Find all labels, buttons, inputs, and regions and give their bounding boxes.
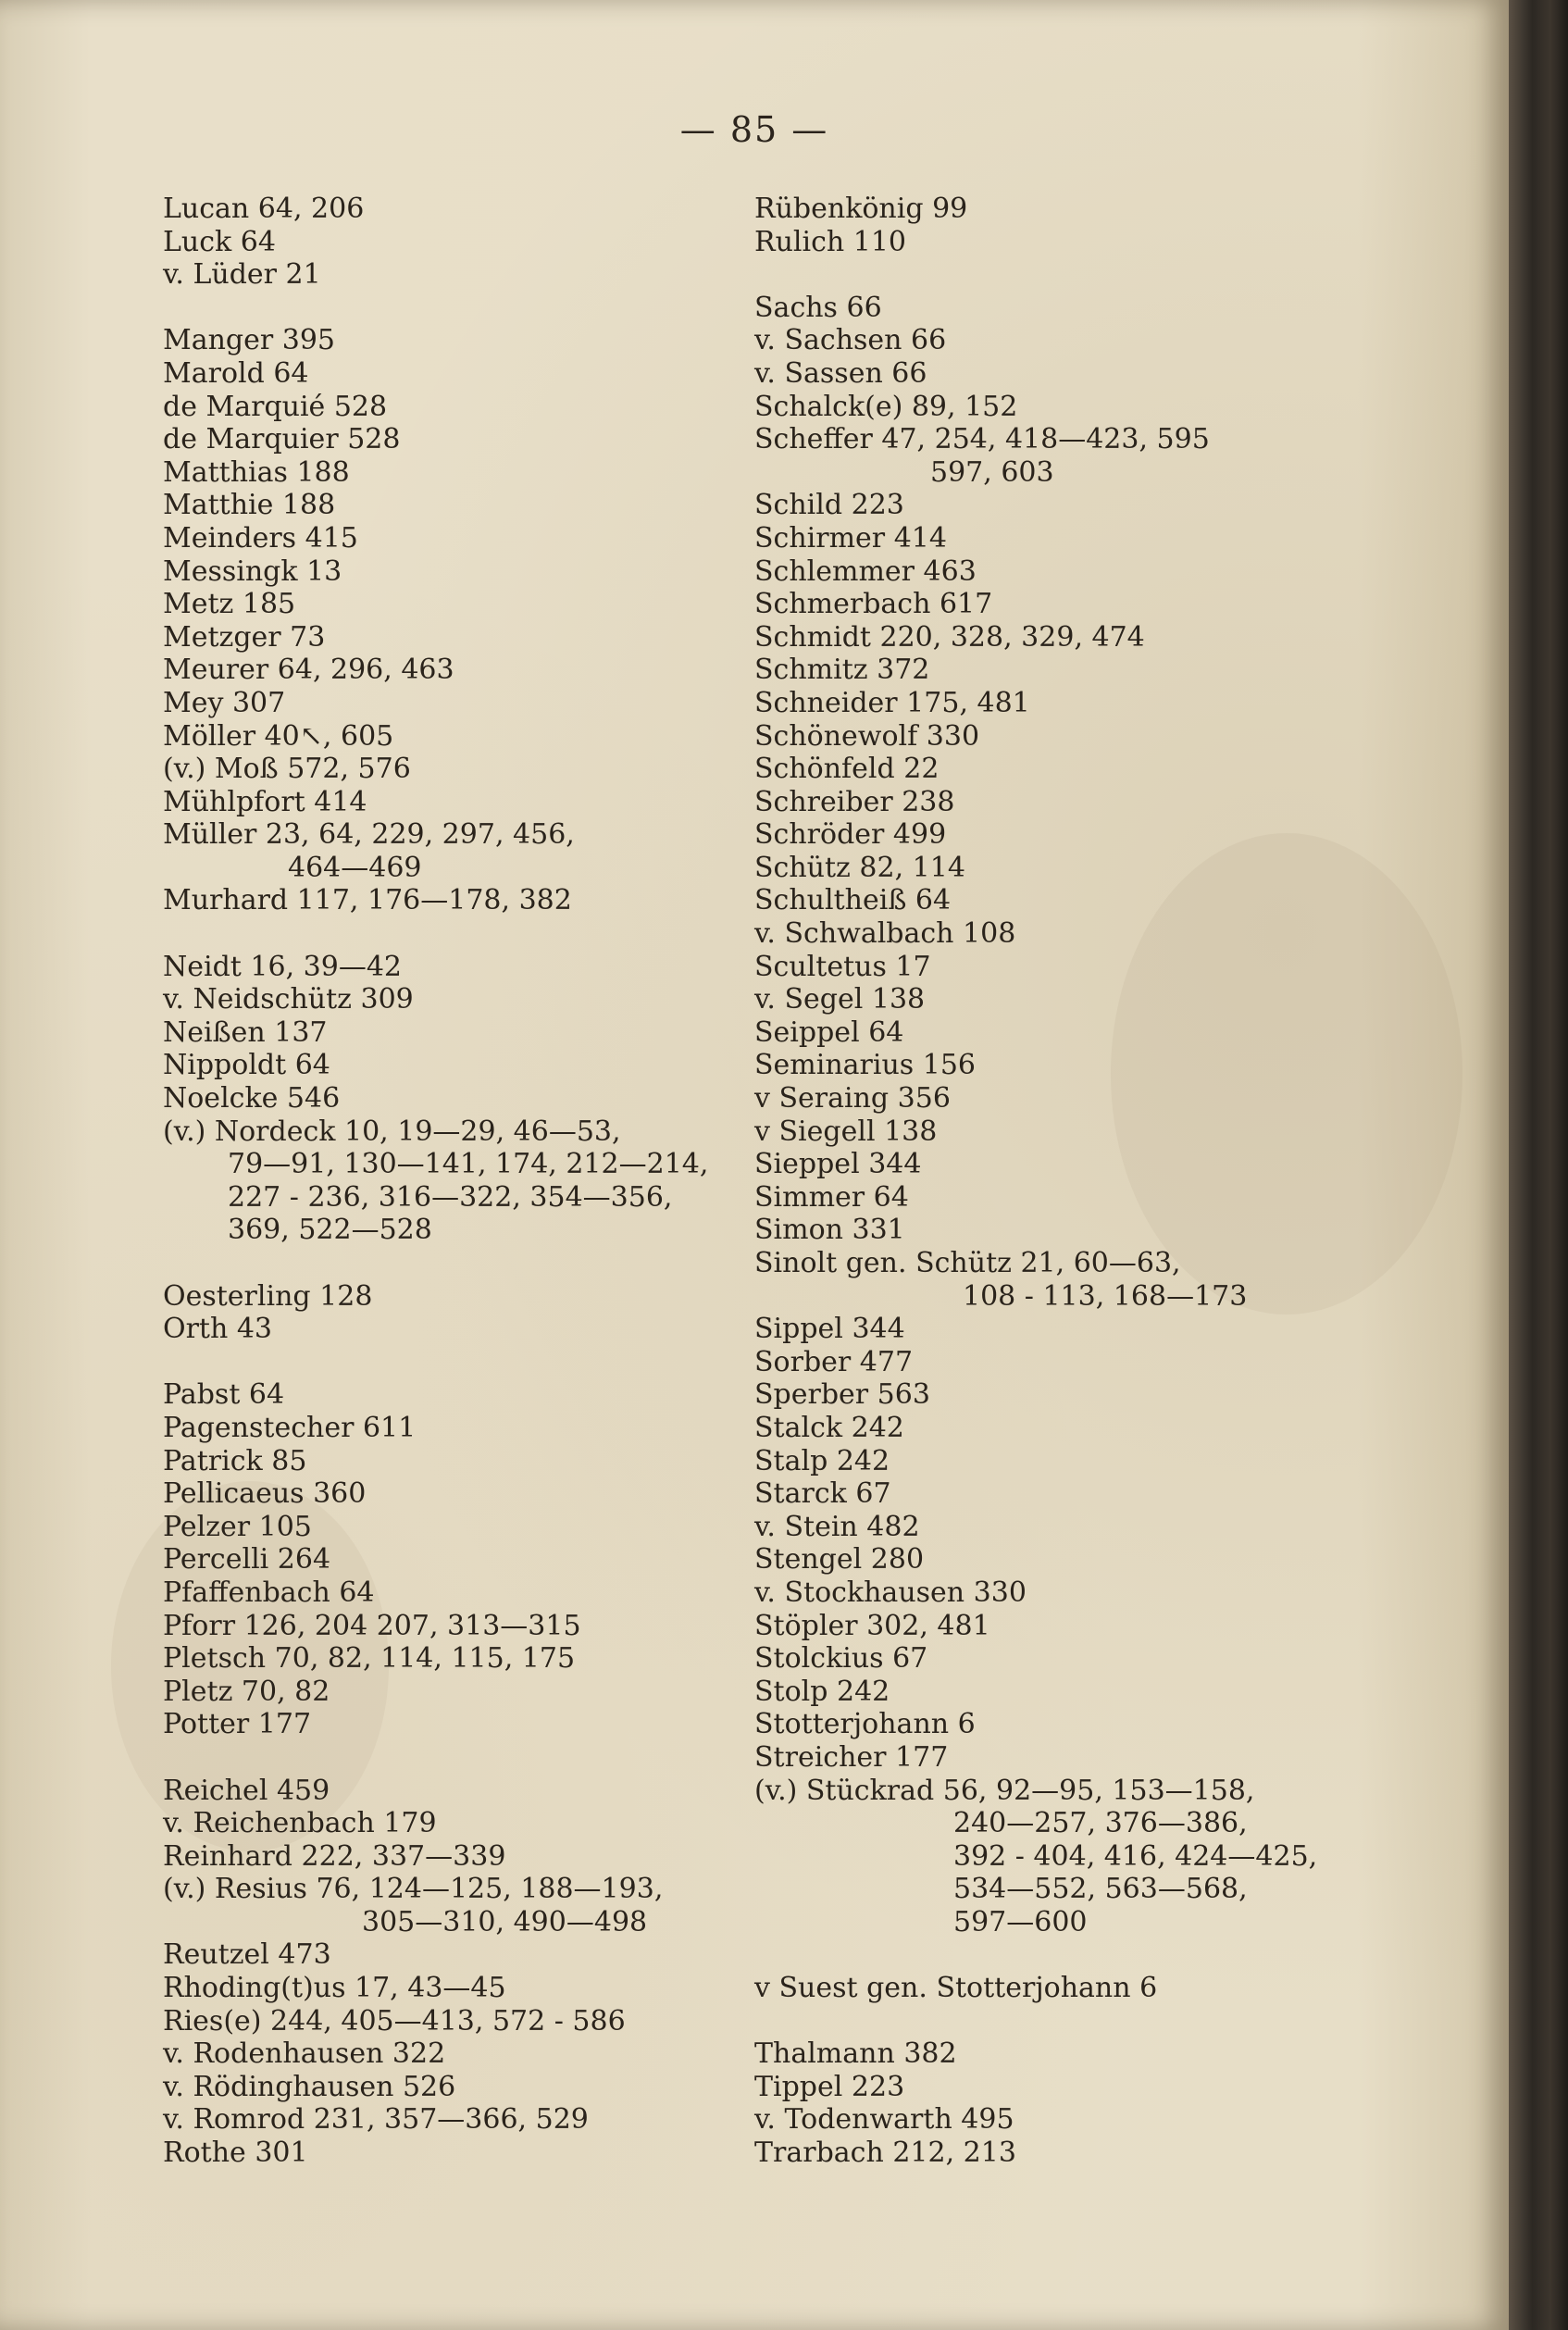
index-entry-text: Mühlpfort 414: [163, 785, 367, 818]
index-entry-text: v. Reichenbach 179: [163, 1807, 437, 1840]
index-entry-text: v. Stockhausen 330: [754, 1576, 1027, 1609]
index-entry: [754, 1313, 1402, 1346]
index-entry: [163, 1280, 755, 1314]
index-entry: [163, 489, 755, 522]
index-entry: [754, 852, 1402, 885]
index-entry-text: Seippel 64: [754, 1015, 904, 1049]
index-entry: [163, 720, 755, 754]
index-entry-text: Orth 43: [163, 1313, 273, 1346]
index-entry: [754, 1148, 1402, 1181]
index-letter-group: [163, 324, 755, 917]
index-entry: [754, 753, 1402, 786]
index-letter-group: [754, 193, 1402, 258]
index-entry-text: v Suest gen. Stotterjohann 6: [754, 1972, 1158, 2005]
index-entry: [163, 226, 755, 259]
index-entry: [163, 1775, 755, 1808]
index-entry: [754, 1115, 1402, 1149]
index-entry-text: Starck 67: [754, 1477, 891, 1511]
index-entry: [754, 423, 1402, 489]
index-entry: [754, 1477, 1402, 1511]
index-entry-text: Rulich 110: [754, 225, 907, 258]
index-entry: [163, 2071, 755, 2104]
index-entry-text: Pellicaeus 360: [163, 1477, 367, 1511]
index-entry-text: Trarbach 212, 213: [754, 2137, 1016, 2170]
index-entry-text: Schütz 82, 114: [754, 851, 965, 884]
index-entry-text: (v.) Stückrad 56, 92—95, 153—158,: [754, 1774, 1255, 1807]
index-entry: [163, 1049, 755, 1082]
index-entry-text: Noelcke 546: [163, 1082, 341, 1115]
index-entry-text: Murhard 117, 176—178, 382: [163, 884, 572, 917]
index-entry-text: Rübenkönig 99: [754, 193, 968, 225]
index-entry-text: Nippoldt 64: [163, 1049, 330, 1082]
index-entry: [163, 555, 755, 589]
index-entry-text: v. Neidschütz 309: [163, 983, 414, 1016]
index-entry: [754, 1511, 1402, 1544]
index-entry: [163, 1642, 755, 1676]
page-number: — 85 —: [679, 109, 829, 150]
index-entry-text: Schmitz 372: [754, 654, 930, 687]
index-entry-text: Reichel 459: [163, 1774, 330, 1807]
index-entry: [163, 1412, 755, 1445]
index-entry-text: Reutzel 473: [163, 1938, 331, 1972]
index-entry-text: Reinhard 222, 337—339: [163, 1839, 506, 1873]
index-entry-text: Pletz 70, 82: [163, 1675, 330, 1708]
index-entry-text: Percelli 264: [163, 1543, 331, 1576]
index-letter-group: [163, 1378, 755, 1741]
index-entry: [754, 1346, 1402, 1379]
index-entry: [754, 1775, 1402, 1939]
index-entry-text: Schirmer 414: [754, 521, 947, 554]
index-entry-text: (v.) Nordeck 10, 19—29, 46—53,: [163, 1115, 621, 1148]
index-entry: [163, 258, 755, 292]
index-entry: [754, 489, 1402, 522]
index-entry-text: Schalck(e) 89, 152: [754, 390, 1018, 423]
index-entry-text: Pletsch 70, 82, 114, 115, 175: [163, 1642, 576, 1676]
index-entry: [754, 226, 1402, 259]
index-entry: [754, 1214, 1402, 1247]
index-entry: [163, 1708, 755, 1741]
index-entry: [163, 588, 755, 621]
index-entry-text: v. Segel 138: [754, 983, 926, 1016]
index-entry-text: de Marquié 528: [163, 390, 388, 423]
index-entry: [163, 522, 755, 555]
index-entry: [163, 1873, 755, 1938]
index-entry-text: Neißen 137: [163, 1015, 328, 1049]
index-letter-group: [163, 1280, 755, 1346]
index-entry: [754, 1445, 1402, 1478]
index-entry-text: Pabst 64: [163, 1378, 285, 1412]
index-entry: [754, 917, 1402, 951]
index-entry-text: Pagenstecher 611: [163, 1411, 417, 1444]
index-entry: [754, 621, 1402, 654]
index-entry-text: Pfaffenbach 64: [163, 1576, 375, 1609]
index-entry: [754, 2137, 1402, 2170]
index-entry-text: Schneider 175, 481: [754, 686, 1030, 719]
index-entry-text: Rhoding(t)us 17, 43—45: [163, 1972, 506, 2005]
index-entry: [163, 324, 755, 357]
index-entry-continuation: 464—469: [288, 851, 422, 884]
index-entry-text: Patrick 85: [163, 1444, 307, 1477]
index-entry: [754, 1412, 1402, 1445]
index-entry: [754, 1576, 1402, 1610]
index-entry: [754, 1181, 1402, 1215]
index-entry-text: Simmer 64: [754, 1180, 909, 1214]
index-entry: [163, 1445, 755, 1478]
index-entry: [754, 1972, 1402, 2005]
index-entry-text: v. Lüder 21: [163, 258, 321, 292]
index-entry-text: Scultetus 17: [754, 950, 931, 983]
index-entry-text: v. Sachsen 66: [754, 324, 947, 357]
index-entry-text: Pforr 126, 204 207, 313—315: [163, 1609, 581, 1642]
index-entry: [163, 654, 755, 687]
index-entry-continuation: 108 - 113, 168—173: [963, 1279, 1248, 1313]
index-entry: [754, 818, 1402, 852]
index-entry-text: Stotterjohann 6: [754, 1708, 976, 1741]
index-entry-text: Stalp 242: [754, 1444, 890, 1477]
index-entry: [754, 2103, 1402, 2137]
index-entry-continuation: 240—257, 376—386,: [953, 1807, 1248, 1840]
index-entry: [163, 1543, 755, 1576]
index-entry: [163, 1016, 755, 1050]
index-entry-text: Sinolt gen. Schütz 21, 60—63,: [754, 1247, 1181, 1279]
index-entry-text: Thalmann 382: [754, 2037, 957, 2071]
index-letter-group: [163, 193, 755, 292]
index-entry-text: Luck 64: [163, 225, 276, 258]
index-entry-continuation: 597—600: [953, 1905, 1088, 1938]
index-entry-text: Schild 223: [754, 489, 904, 522]
index-entry: [754, 588, 1402, 621]
index-entry-text: Messingk 13: [163, 554, 342, 588]
index-entry-continuation: 392 - 404, 416, 424—425,: [953, 1839, 1318, 1873]
index-entry-text: v. Romrod 231, 357—366, 529: [163, 2103, 589, 2137]
index-entry-text: v. Rodenhausen 322: [163, 2037, 446, 2071]
index-entry: [754, 193, 1402, 226]
index-entry: [754, 884, 1402, 917]
index-entry-text: Schlemmer 463: [754, 554, 977, 588]
index-entry: [163, 1511, 755, 1544]
index-entry-text: Meurer 64, 296, 463: [163, 654, 454, 687]
index-entry: [754, 1543, 1402, 1576]
index-entry-text: v. Schwalbach 108: [754, 917, 1016, 951]
index-entry-text: Schmidt 220, 328, 329, 474: [754, 620, 1145, 654]
index-entry: [163, 1115, 755, 1247]
index-entry: [163, 1313, 755, 1346]
index-entry-text: v Seraing 356: [754, 1082, 951, 1115]
index-entry-text: (v.) Moß 572, 576: [163, 753, 411, 786]
index-entry: [163, 983, 755, 1016]
index-entry: [754, 1082, 1402, 1115]
index-entry: [754, 292, 1402, 325]
index-entry: [754, 1378, 1402, 1412]
index-column-right: [754, 193, 1402, 2202]
index-entry-text: Matthie 188: [163, 489, 336, 522]
index-letter-group: [754, 2037, 1402, 2169]
index-entry-continuation: 305—310, 490—498: [362, 1905, 648, 1938]
index-entry-continuation: 597, 603: [930, 455, 1054, 489]
index-entry: [754, 720, 1402, 754]
index-entry: [163, 456, 755, 490]
index-entry-text: Stolckius 67: [754, 1642, 928, 1676]
index-entry: [163, 2137, 755, 2170]
index-entry: [163, 1610, 755, 1643]
index-entry: [163, 1807, 755, 1840]
index-entry-text: v. Rödinghausen 526: [163, 2070, 456, 2103]
index-entry-continuation: 79—91, 130—141, 174, 212—214,: [228, 1148, 709, 1181]
index-entry: [163, 884, 755, 917]
index-entry: [163, 1938, 755, 1972]
index-entry: [163, 193, 755, 226]
index-entry: [163, 1676, 755, 1709]
index-entry-text: Potter 177: [163, 1708, 312, 1741]
index-entry-text: Sorber 477: [754, 1345, 914, 1378]
index-entry: [754, 687, 1402, 720]
index-entry: [163, 1840, 755, 1874]
index-entry: [754, 2071, 1402, 2104]
index-entry-continuation: 369, 522—528: [228, 1214, 432, 1247]
index-entry: [754, 654, 1402, 687]
index-entry: [754, 1049, 1402, 1082]
index-entry-text: Stöpler 302, 481: [754, 1609, 990, 1642]
index-entry: [163, 1378, 755, 1412]
index-entry: [754, 1247, 1402, 1313]
index-entry-text: Schönewolf 330: [754, 719, 980, 753]
index-entry-continuation: 227 - 236, 316—322, 354—356,: [228, 1180, 673, 1214]
index-entry: [163, 753, 755, 786]
index-entry: [754, 983, 1402, 1016]
index-entry: [163, 1576, 755, 1610]
index-entry-text: Oesterling 128: [163, 1279, 373, 1313]
index-letter-group: [754, 292, 1402, 1939]
index-entry: [754, 1642, 1402, 1676]
index-entry: [754, 2037, 1402, 2071]
index-entry-text: v. Sassen 66: [754, 356, 927, 390]
book-spine: [1509, 0, 1568, 2330]
index-entry: [163, 1082, 755, 1115]
index-entry: [754, 1708, 1402, 1741]
index-entry-text: v Siegell 138: [754, 1115, 938, 1148]
index-entry-text: Metz 185: [163, 588, 296, 621]
index-entry-text: Neidt 16, 39—42: [163, 950, 402, 983]
index-entry-text: Streicher 177: [754, 1740, 949, 1774]
index-entry: [163, 1477, 755, 1511]
index-entry: [754, 391, 1402, 424]
index-entry-text: Schreiber 238: [754, 785, 955, 818]
index-entry-text: Stolp 242: [754, 1675, 890, 1708]
index-entry-text: Sippel 344: [754, 1313, 905, 1346]
index-entry-text: Scheffer 47, 254, 418—423, 595: [754, 423, 1210, 456]
index-entry-text: Simon 331: [754, 1214, 905, 1247]
index-entry-text: Schröder 499: [754, 818, 947, 852]
index-entry-text: Tippel 223: [754, 2070, 905, 2103]
index-entry-text: Ries(e) 244, 405—413, 572 - 586: [163, 2004, 626, 2037]
index-entry-text: Seminarius 156: [754, 1049, 977, 1082]
index-entry-text: Matthias 188: [163, 455, 350, 489]
index-column-left: [163, 193, 755, 2202]
index-entry-text: Schultheiß 64: [754, 884, 952, 917]
index-entry: [163, 391, 755, 424]
index-entry-text: (v.) Resius 76, 124—125, 188—193,: [163, 1873, 664, 1906]
index-entry: [163, 621, 755, 654]
index-letter-group: [754, 1972, 1402, 2005]
index-entry: [163, 1972, 755, 2005]
index-entry-text: de Marquier 528: [163, 423, 401, 456]
index-entry-text: v. Todenwarth 495: [754, 2103, 1014, 2137]
index-entry: [754, 522, 1402, 555]
index-entry-text: Mey 307: [163, 686, 286, 719]
index-entry: [163, 951, 755, 984]
index-entry-text: Pelzer 105: [163, 1510, 312, 1543]
index-entry-text: Sachs 66: [754, 291, 882, 324]
index-entry-text: Schmerbach 617: [754, 588, 993, 621]
index-entry: [754, 1016, 1402, 1050]
index-letter-group: [163, 951, 755, 1247]
index-entry-text: Möller 40↖, 605: [163, 719, 394, 753]
index-entry-text: Stengel 280: [754, 1543, 925, 1576]
index-entry: [754, 1741, 1402, 1775]
index-entry: [163, 2037, 755, 2071]
index-entry: [163, 786, 755, 819]
index-entry: [754, 324, 1402, 357]
index-entry-text: Lucan 64, 206: [163, 193, 365, 225]
index-entry: [754, 555, 1402, 589]
index-entry-text: Sieppel 344: [754, 1148, 922, 1181]
index-entry-continuation: 534—552, 563—568,: [953, 1873, 1248, 1906]
index-entry: [163, 687, 755, 720]
index-entry-text: v. Stein 482: [754, 1510, 920, 1543]
index-entry-text: Schönfeld 22: [754, 753, 940, 786]
index-letter-group: [163, 1775, 755, 2170]
index-entry: [754, 1676, 1402, 1709]
index-entry: [163, 423, 755, 456]
index-entry: [163, 2005, 755, 2038]
index-entry-text: Sperber 563: [754, 1378, 930, 1412]
index-entry: [754, 786, 1402, 819]
index-entry-text: Metzger 73: [163, 620, 326, 654]
index-entry-text: Meinders 415: [163, 521, 358, 554]
index-entry: [754, 951, 1402, 984]
index-entry-text: Müller 23, 64, 229, 297, 456,: [163, 818, 575, 852]
index-entry: [163, 818, 755, 884]
index-entry-text: Marold 64: [163, 356, 309, 390]
index-entry: [754, 1610, 1402, 1643]
index-entry: [163, 2103, 755, 2137]
index-entry: [754, 357, 1402, 391]
index-entry-text: Rothe 301: [163, 2137, 308, 2170]
index-entry-text: Stalck 242: [754, 1411, 904, 1444]
index-entry: [163, 357, 755, 391]
index-entry-text: Manger 395: [163, 324, 336, 357]
